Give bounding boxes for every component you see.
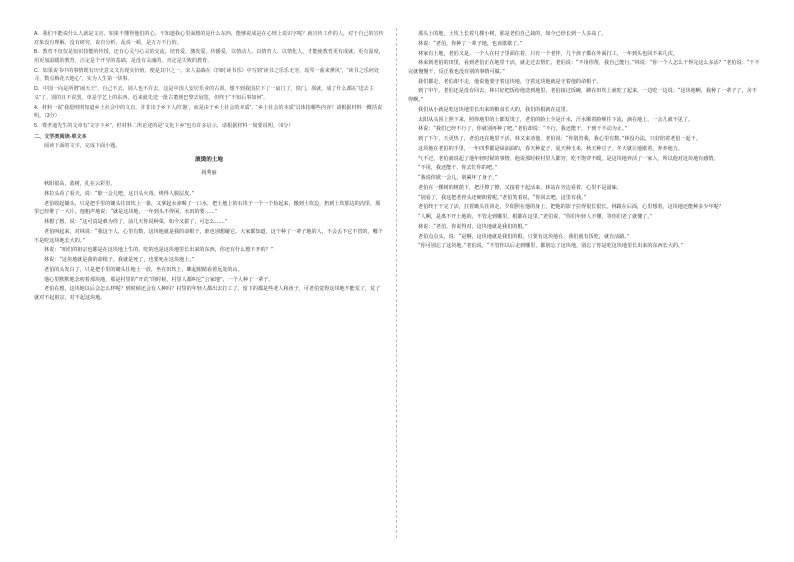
story-paragraph: 他心里默默地念叨着那块地，那是村里的“开荒”的时候，村里人都叫它“公家地”，一个人种了一辈子。	[44, 276, 274, 283]
story-paragraph: 林说：“这块地就是我的命根子，我就是死了，也要死在这块地上。”	[44, 257, 195, 264]
story-paragraph: 那头上的地，土坎上长着几棵小树，那是老伯自己栽的，如今已经长到一人多高了。	[418, 31, 607, 37]
story-paragraph: “我说你歇一会儿，别累坏了身子。”	[418, 175, 498, 182]
question-5: 5．费孝通先生的文章有“文字下乡”，但材料二所论述的是“文化下乡”也有许多启示，请根据材料一简要说明。（6分）	[34, 123, 294, 130]
story-paragraph: 我们从小就是吃这块地里长出来的粮食长大的，我们的根就在这里。	[418, 106, 571, 113]
story-paragraph: 气不过，老伯就说起了他年轻时候的事情，他说那时候村里人都穷，吃不饱穿不暖，是这块地养活了一家人，所以他对这块地有感情。	[418, 155, 719, 162]
question-4: 4．材料一说“我愿明明知道乡土社会中的文盲，并非出于乡下人的‘愚’，而是由于乡土社会的本质”。“乡土社会的本质”具体指哪些内容？请根据材料一概括说明。（3分）	[34, 104, 383, 120]
section-heading: 二、文学类阅读-单文本	[34, 133, 87, 140]
story-author: 阎秀丽	[201, 169, 217, 176]
story-paragraph: 到了下午，天更热了，老伯还在地里干活，林又来劝他，老伯说：“你别管我，我心里有数。”林没办法，只好陪着老伯一起干。	[418, 136, 701, 143]
story-paragraph: “不用，我还能干，你去忙你的吧。”	[418, 165, 498, 172]
option-b: B．教育不仅仅是知识技能的传授，还有心灵与心灵的交流。培育爱、激发爱、传播爱，以情动人、以情育人、以情化人，才能使教育更有成就、更有温度，用更加温暖的教育，注定是个开导的基础，是没有灵魂的，肯定是失败的教育。	[34, 49, 384, 65]
option-d: D．中国一向是所谓“闹天王”，自己不去，别人也不许去，这是中国人安居乐业的古训。想不到我国拉下了一扇门了，铁门，那就，成了什么都在“送去主义”了。别的且不说罢，单是学艺上的东西，近来就先送一批古董到巴黎去展览，但终于“不知后事如何”。	[34, 86, 374, 101]
story-title: 滚烫的土地	[195, 157, 223, 164]
story-paragraph: 林说：“咱们的祖宗也都是在这块地上生的，吃的也是这块地里长出来的东西，你还有什么想不开的？”	[44, 247, 274, 254]
story-paragraph: 老伯在一棵树的树荫下，把汗擦了擦，又接着干起活来，林站在旁边看着，心里不是滋味。	[418, 184, 622, 191]
story-paragraph: “人啊，是离不开土地的，不管走到哪里，根都在这里。”老伯说，“你们年轻人不懂，等你们老了就懂了。”	[418, 214, 653, 221]
story-paragraph: 老伯点点头，说：“是啊，这块地就是我们的根，只要有这块地在，我们就有饭吃，就有活路。”	[418, 233, 630, 240]
column-divider	[396, 28, 397, 538]
story-paragraph: 林说：“我们已经不行了，你就别再种了吧。”老伯却说：“不行，我还能干，干到干不动为止。”	[418, 126, 628, 133]
story-paragraph: 这块地在老伯的手里，一年四季都是绿油油的，春天种麦子，夏天种玉米，秋天种豆子，冬天就让地歇着，养养地力。	[418, 145, 683, 152]
story-paragraph: 太阳从头顶上照下来，照得地里的土都发烫了，老伯的脸上全是汗水，汗水顺着脸颊往下流，滴在地上，一会儿就不见了。	[418, 116, 694, 123]
story-paragraph: 到了中午，老伯还是没有回去，林只好把饭给他送到地里，老伯接过饭碗，蹲在田坎上就吃了起来，一边吃一边说：“这块地啊，我种了一辈子了，舍不得啊。”	[408, 88, 757, 104]
story-paragraph: 老伯的头发白了，只是把手里的锄头往地上一放，坐在田坎上，眯起眼睛看着远处的山。	[44, 266, 243, 273]
option-a: A．我们不能说什么人就是文盲，如果不懂得他们的心，不知道我心里面想的是什么东西，能够说成是在心理上说识字呢？就宣传工作的人，对于自己的宣传对象没有理解，没有研究，说有分析，乱说一顿，是万万不行的。	[34, 31, 384, 46]
story-paragraph: 老伯收起锄头，只是把手里的锄头往田坎上一靠，又拿起水壶喝了一口水，把土地上的石块子一个一个捡起来，搬到土坎边，扔到土坎那边的沟里，那里已经堆了一大片。他粗声地说：“就是这块地，一年到头不得闲，水田的要……”	[34, 200, 381, 216]
story-paragraph: 林来到老伯的田里，看到老伯正在地里干活，就走过去帮忙，老伯说：“不用你帮，我自己能行。”林说：“你一个人怎么干得完这么多活？”老伯说：“干不完就慢慢干，反正我也没有别的事情可做。”	[408, 60, 760, 75]
reading-instruction: 阅读下面的文字，完成下面小题。	[44, 143, 121, 150]
story-paragraph: 老伯在想，这块地以后会怎么样呢？到时候还会有人种吗？村里的年轻人都出去打工了，留下的都是些老人和孩子，可老伯觉得这块地不能荒了，荒了就对不起祖宗，对不起这块地。	[34, 286, 381, 301]
story-paragraph: “你可别忘了这块地。”老伯说，“不管你以后走到哪里，都别忘了这块地，别忘了你是吃这块地里长出来的东西长大的。”	[418, 243, 684, 250]
story-paragraph: 林想了想，说：“这可真是难为你了，前几天你说种菜，如今又拔了，可怎么……”	[44, 219, 228, 226]
story-paragraph: 林拉头看了看天，说：“歇一会儿吧，这日头火毒，烤得人脱层皮。”	[44, 191, 195, 197]
story-paragraph: 林说：“老伯，你种了一辈子地，也该歇歇了。”	[418, 40, 523, 47]
option-c: C．如果说书中的事情既有历史意义又有现实价值，便是其中之一。宋人翁森在《四时读书乐》中写到“读书之乐乐无穷，瑶琴一曲来薰风”，“读书之乐何处寻，数点梅花天地心”，实为人生第一快事。	[34, 67, 379, 83]
story-paragraph: 秋阳很高，蓝树，扎在云彩里。	[44, 181, 116, 188]
right-column	[408, 30, 760, 252]
left-column	[34, 30, 384, 304]
story-paragraph: 老伯终于干完了活，扛着锄头往回走，夕阳照在他的身上，把他的影子拉得很长很长。林跟在后面，心里想着，这块地还能种多少年呢？	[418, 204, 724, 211]
story-paragraph: 老伯叫起来，对林说：“我这个人，心里有数，这块地就是我的命根子，谁也别想碰它。大家都知道，这个种了一辈子地的人，不会丢下它不管的，哪个不是吃这块地长大的。”	[34, 228, 383, 244]
story-paragraph: “别看了，我这把老骨头还硬朗着呢。”老伯笑着说，“你回去吧，这里有我。”	[418, 194, 587, 201]
story-paragraph: 林说：“老伯，你说得对，这块地就是我们的根。”	[418, 223, 528, 230]
story-paragraph: 我们都走，老伯却不走，他说他要守着这块地，守着这块地就是守着他的命根子。	[418, 78, 602, 85]
story-paragraph: 林家有土地，老伯又是，一个人在村子里面住着，只有一个老伴，几个孩子都在外面打工，一年到头也回不来几次。	[418, 50, 678, 57]
